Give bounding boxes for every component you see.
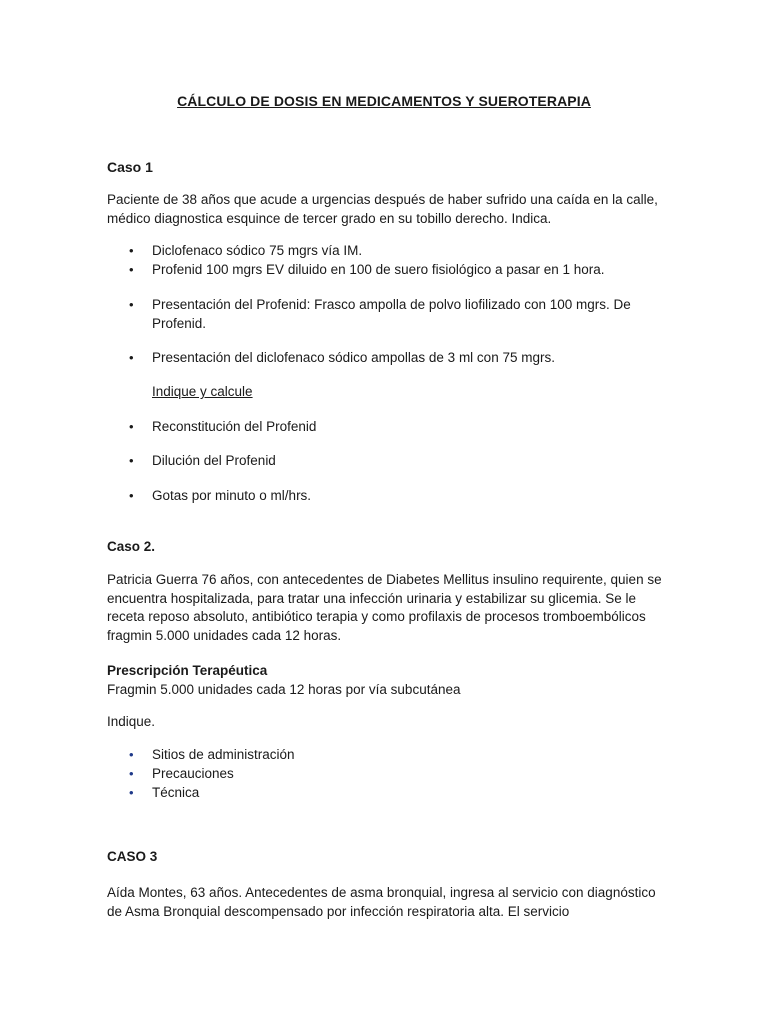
case1-calc-item-3: Gotas por minuto o ml/hrs.	[152, 488, 312, 503]
bullet-icon: •	[129, 766, 134, 781]
case2-indique-label: Indique.	[107, 714, 156, 729]
document-title: CÁLCULO DE DOSIS EN MEDICAMENTOS Y SUEROTERAPIA	[177, 93, 591, 109]
case2-intro: Patricia Guerra 76 años, con antecedentes de Diabetes Mellitus insulino requirente, quien se encuentra hospitalizada, para tratar una infección urinaria y estabilizar su glicemia. Se le receta reposo absoluto, antibiótico terapia y como profilaxis de procesos tromboembólicos fragmin 5.000 unidades cada 12 horas.	[107, 572, 662, 643]
case3-intro: Aída Montes, 63 años. Antecedentes de asma bronquial, ingresa al servicio con diagnóstico de Asma Bronquial descompensado por infección respiratoria alta. El servicio	[107, 885, 656, 919]
case1-intro: Paciente de 38 años que acude a urgencias después de haber sufrido una caída en la calle, médico diagnostica esquince de tercer grado en su tobillo derecho. Indica.	[107, 192, 658, 226]
case3-heading: CASO 3	[107, 849, 158, 864]
bullet-icon: •	[129, 262, 134, 277]
case2-item-1: Sitios de administración	[152, 747, 295, 762]
bullet-icon: •	[129, 243, 134, 258]
bullet-icon: •	[129, 350, 134, 365]
case1-calc-item-2: Dilución del Profenid	[152, 453, 276, 468]
bullet-icon: •	[129, 488, 134, 503]
case1-bullet-1: Diclofenaco sódico 75 mgrs vía IM.	[152, 243, 363, 258]
bullet-icon: •	[129, 785, 134, 800]
bullet-icon: •	[129, 297, 134, 312]
case2-prescription-text: Fragmin 5.000 unidades cada 12 horas por vía subcutánea	[107, 682, 461, 697]
case1-bullet-3: Presentación del Profenid: Frasco ampolla de polvo liofilizado con 100 mgrs. De Profenid.	[152, 297, 631, 331]
case1-calc-item-1: Reconstitución del Profenid	[152, 419, 317, 434]
bullet-icon: •	[129, 747, 134, 762]
case1-indique-label: Indique y calcule	[152, 384, 253, 399]
case2-prescription-heading: Prescripción Terapéutica	[107, 663, 268, 678]
case2-item-2: Precauciones	[152, 766, 234, 781]
case1-bullet-2: Profenid 100 mgrs EV diluido en 100 de suero fisiológico a pasar en 1 hora.	[152, 262, 605, 277]
case1-heading: Caso 1	[107, 159, 153, 175]
case2-item-3: Técnica	[152, 785, 200, 800]
case2-heading: Caso 2.	[107, 539, 156, 554]
bullet-icon: •	[129, 419, 134, 434]
case1-bullet-4: Presentación del diclofenaco sódico ampollas de 3 ml con 75 mgrs.	[152, 350, 555, 365]
bullet-icon: •	[129, 453, 134, 468]
